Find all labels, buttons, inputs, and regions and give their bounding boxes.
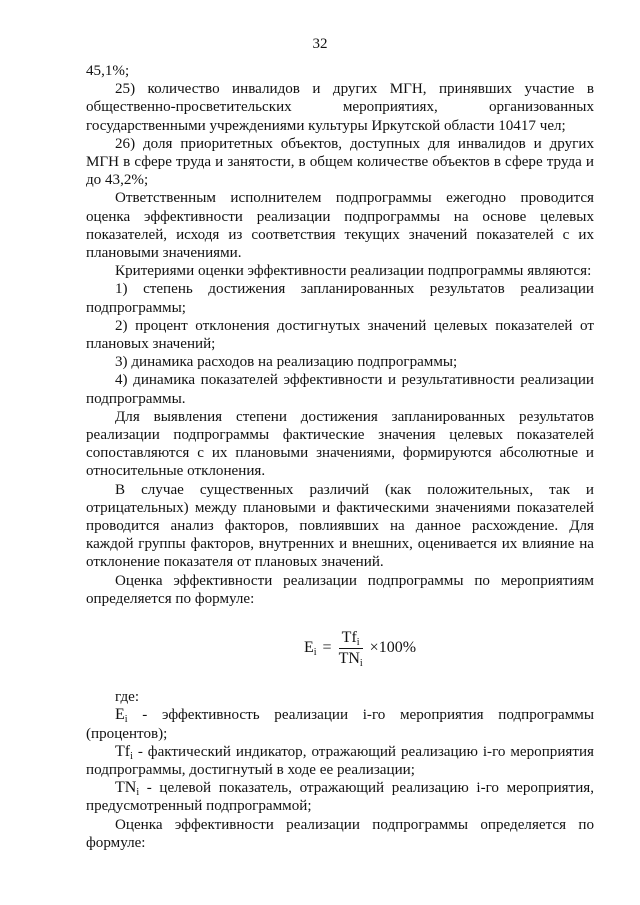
efficiency-formula [126,624,594,672]
formula-fraction [336,629,366,668]
criteria-item-2: 2) процент отклонения достигнутых значений целевых показателей от плановых значений; [86,317,594,353]
paragraph-deviation-detection: Для выявления степени достижения запланированных результатов реализации подпрограммы фактические значения целевых показателей сопоставляются с их плановыми значениями, формируются абсолютные и относительные отклонения. [86,408,594,480]
definition-tf: $Tf_i$ - фактический индикатор, отражающий реализацию i-го мероприятия подпрограммы, достигнутый в ходе ее реализации; [86,742,594,778]
paragraph-continuation: 45,1%; [86,63,130,79]
formula-denominator: $TN_i$ [338,649,363,669]
criteria-item-1: 1) степень достижения запланированных результатов реализации подпрограммы; [86,281,594,316]
formula-numerator: $Tf_i$ [339,629,363,649]
paragraph-responsible-executor: Ответственным исполнителем подпрограммы ежегодно проводится оценка эффективности реализации подпрограммы на основе целевых показателей, исходя из соответствия текущих значений показателей с их плановыми значениями. [86,190,594,262]
paragraph-overall-formula-intro: Оценка эффективности реализации подпрограммы определяется по формуле: [86,816,594,851]
paragraph-where: где: [115,689,140,706]
paragraph-factor-analysis: В случае существенных различий (как положительных, так и отрицательных) между плановыми и фактическими значениями показателей проводится анализ факторов, повлиявших на данное расхождение. Для каждой группы факторов, внутренних и внешних, оценивается их влияние на отклонение показателя от плановых значений. [86,481,594,571]
list-item-25: 25) количество инвалидов и других МГН, принявших участие в общественно-просветительских мероприятиях, организованных государственными учреждениями культуры Иркутской области 10417 чел; [86,81,594,134]
formula-lhs: $E_i$ [303,638,317,658]
paragraph-formula-intro: Оценка эффективности реализации подпрограммы по мероприятиям определяется по формуле: [86,572,594,607]
definition-e: $E_i$ - эффективность реализации i-го мероприятия подпрограммы (процентов); [86,706,594,742]
formula-equals: = [322,638,332,656]
paragraph-criteria-intro: Критериями оценки эффективности реализации подпрограммы являются: [115,263,592,280]
page-number: 32 [312,36,328,52]
formula-multiplier: ×100% [369,638,417,656]
list-item-26: 26) доля приоритетных объектов, доступных для инвалидов и других МГН в сфере труда и занятости, в общем количестве объектов в сфере труда и до 43,2%; [86,135,594,189]
criteria-item-3: 3) динамика расходов на реализацию подпрограммы; [115,354,458,371]
document-body [86,62,594,852]
criteria-item-4: 4) динамика показателей эффективности и результативности реализации подпрограммы. [86,372,594,407]
definition-tn: $TN_i$ - целевой показатель, отражающий реализацию i-го мероприятия, предусмотренный подпрограммой; [86,779,594,815]
